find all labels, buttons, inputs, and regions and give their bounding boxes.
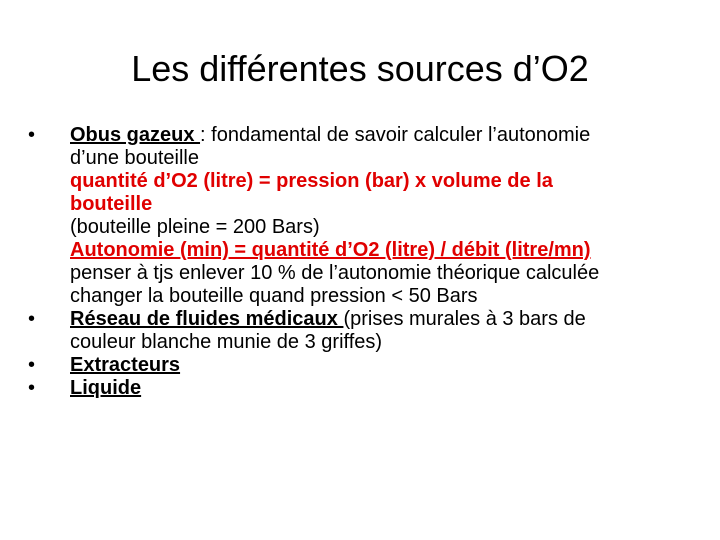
formula-quantity-continued: bouteille [70,193,153,215]
note-change-bottle: changer la bouteille quand pression < 50 Bars [70,285,478,307]
term-extracteurs: Extracteurs [70,354,181,376]
item-text: : fondamental de savoir calculer l’autonomie [200,124,591,146]
bullet-list [28,124,688,400]
bullet-icon: • [28,377,36,399]
list-item-obus-gazeux [28,124,688,308]
bullet-icon: • [28,354,36,376]
note-margin: penser à tjs enlever 10 % de l’autonomie théorique calculée [70,262,600,284]
term-liquide: Liquide [70,377,142,399]
term-reseau: Réseau de fluides médicaux [70,308,344,330]
list-item-liquide [28,377,688,400]
list-item-extracteurs [28,354,688,377]
term-obus-gazeux: Obus gazeux [70,124,201,146]
formula-autonomy: Autonomie (min) = quantité d’O2 (litre) / débit (litre/mn) [70,239,591,261]
bullet-icon: • [28,308,36,330]
slide-title: Les différentes sources d’O2 [131,48,589,89]
note-full-bottle: (bouteille pleine = 200 Bars) [70,216,320,238]
item-text-continued: d’une bouteille [70,147,199,169]
item-text-continued: couleur blanche munie de 3 griffes) [70,331,383,353]
bullet-icon: • [28,124,36,146]
formula-quantity: quantité d’O2 (litre) = pression (bar) x volume de la [70,170,553,192]
list-item-reseau [28,308,688,354]
item-text: (prises murales à 3 bars de [343,308,586,330]
